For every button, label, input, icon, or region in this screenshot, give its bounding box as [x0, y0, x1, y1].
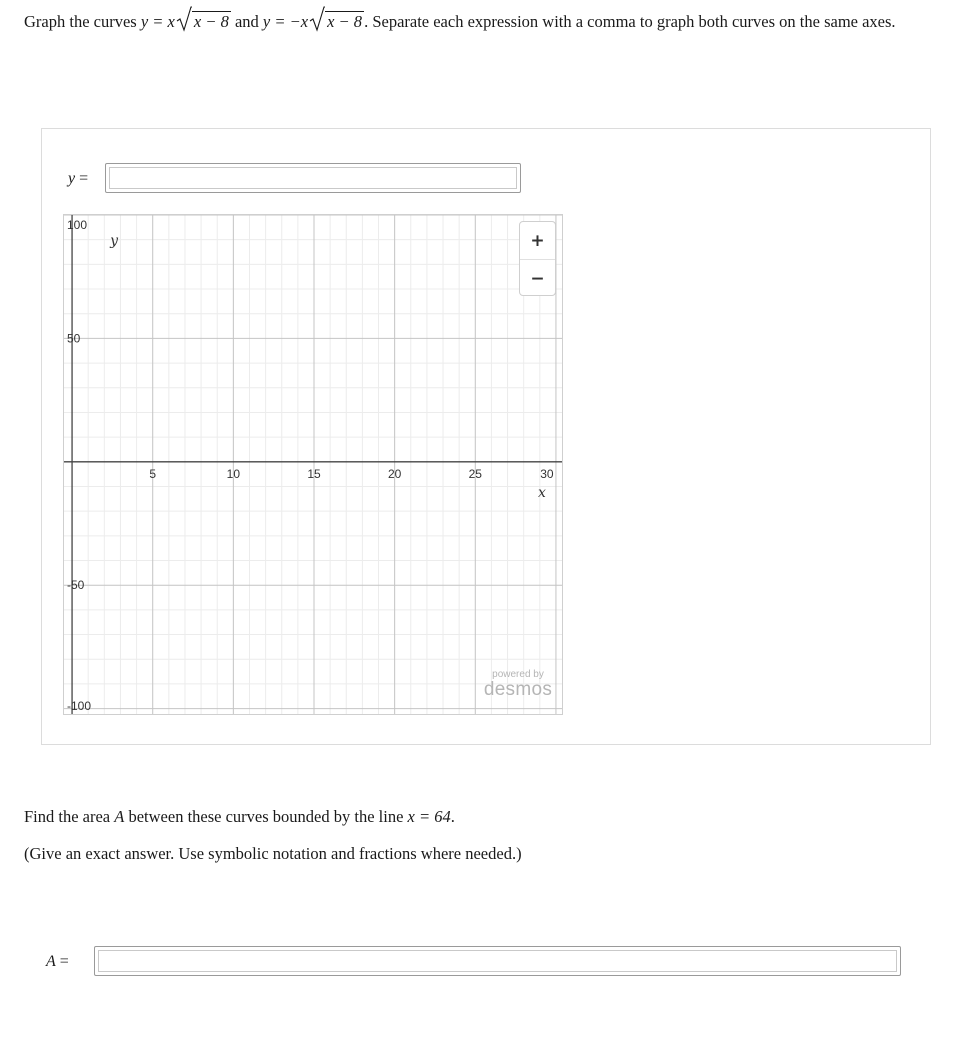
graph-canvas[interactable] [64, 215, 563, 715]
y-tick-label: -50 [67, 578, 85, 593]
x-tick-label: 25 [468, 466, 482, 481]
zoom-in-button[interactable]: + [530, 230, 545, 251]
equation-2-radical [309, 8, 364, 35]
x-tick-label: 20 [387, 466, 402, 481]
prompt-join: and [230, 12, 263, 31]
question-line-eq: x = 64 [407, 807, 451, 826]
answer-label-eq: = [59, 953, 69, 970]
desmos-brand: desmos [483, 679, 553, 700]
prompt-tail: . Separate each expression with a comma to graph both curves on the same axes. [364, 12, 896, 31]
y-tick-label: -100 [67, 699, 92, 713]
expression-label-var: y [68, 170, 76, 187]
equation-2-lhs: y = −x [262, 12, 309, 31]
radical-sign-icon [309, 6, 325, 32]
x-tick-label: 10 [226, 466, 241, 481]
desmos-logo[interactable] [478, 669, 558, 700]
desmos-graph[interactable] [63, 214, 563, 715]
question-before: Find the area [24, 807, 115, 826]
equation-1-radical [176, 8, 231, 35]
powered-by-text: powered by [492, 669, 544, 680]
expression-label-eq: = [79, 170, 89, 187]
instruction-text: (Give an exact answer. Use symbolic notation and fractions where needed.) [24, 844, 522, 863]
zoom-out-button[interactable]: − [520, 259, 555, 297]
prompt-lead: Graph the curves [24, 12, 141, 31]
radical-sign-icon [176, 6, 192, 32]
question-text [24, 806, 455, 828]
answer-label [46, 953, 69, 971]
question-var: A [114, 807, 125, 826]
expression-input-field[interactable] [109, 167, 517, 189]
question-after: between these curves bounded by the line [124, 807, 408, 826]
answer-label-var: A [46, 953, 56, 970]
y-tick-label: 50 [67, 331, 81, 346]
x-axis-name: x [538, 484, 546, 501]
expression-input[interactable] [105, 163, 521, 193]
x-tick-label: 5 [149, 466, 157, 481]
equation-1-radicand: x − 8 [193, 12, 229, 31]
answer-input-field[interactable] [98, 950, 897, 972]
x-tick-label: 30 [540, 466, 554, 481]
zoom-controls [519, 221, 556, 296]
equation-1-lhs: y = x [140, 12, 175, 31]
equation-2-radicand: x − 8 [327, 12, 363, 31]
question-end: . [450, 807, 455, 826]
x-tick-label: 15 [307, 466, 321, 481]
answer-input[interactable] [94, 946, 901, 976]
y-axis-name: y [110, 233, 119, 249]
y-tick-label: 100 [67, 218, 88, 232]
problem-prompt [24, 8, 924, 35]
expression-label [68, 170, 88, 188]
